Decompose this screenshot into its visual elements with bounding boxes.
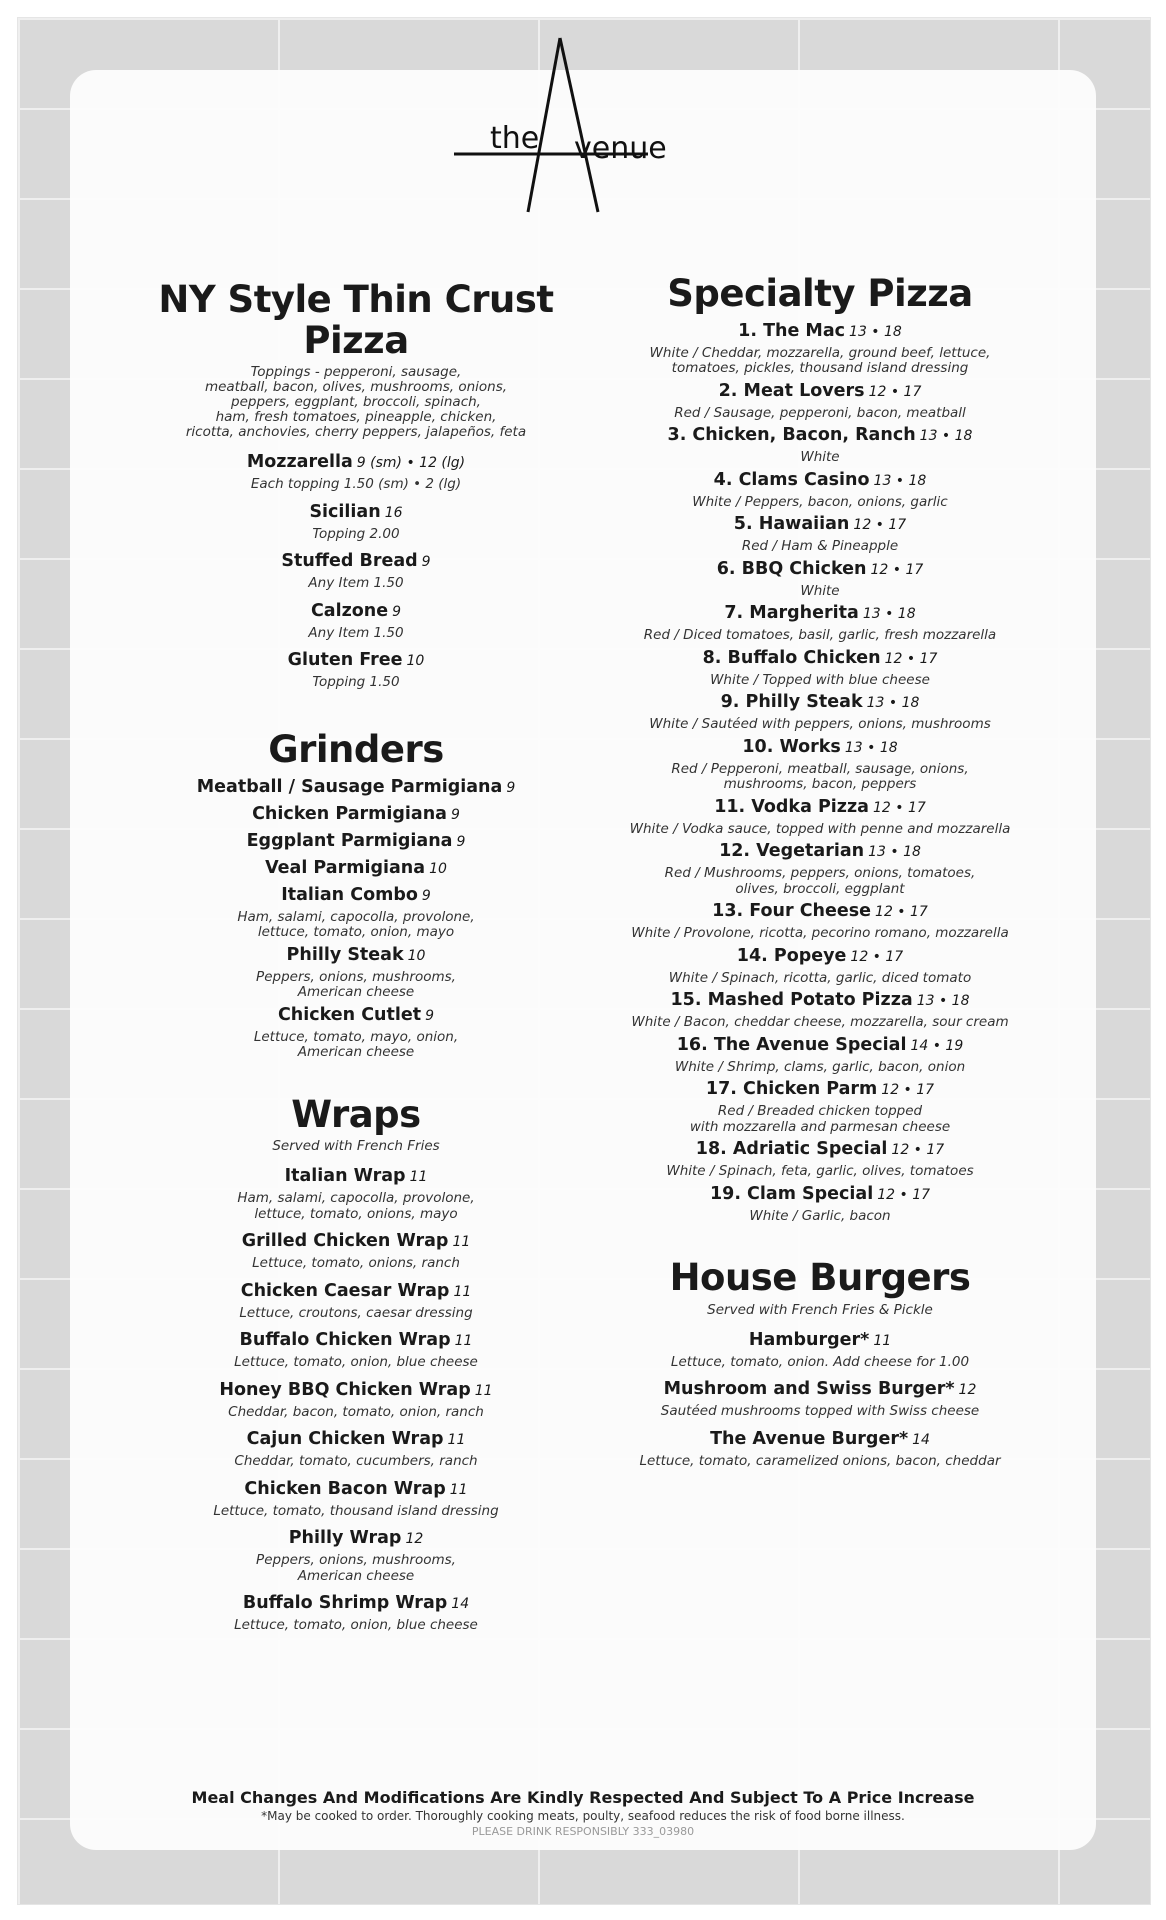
item-heading xyxy=(600,690,1040,715)
item-name: Stuffed Bread xyxy=(281,551,418,572)
item-name: The Avenue Burger* xyxy=(710,1428,909,1449)
menu-item xyxy=(600,1377,1040,1420)
item-heading xyxy=(112,1526,600,1551)
modification-notice: Meal Changes And Modifications Are Kindly Respected And Subject To A Price Increase xyxy=(191,1788,975,1807)
toppings-line: meatball, bacon, olives, mushrooms, onions, xyxy=(204,379,508,396)
menu-item xyxy=(112,1229,600,1272)
item-heading xyxy=(600,1077,1040,1102)
item-heading xyxy=(600,1033,1040,1058)
item-price: 9 xyxy=(450,806,460,823)
item-heading xyxy=(112,599,600,624)
section-title: House Burgers xyxy=(669,1256,971,1300)
item-description: Lettuce, tomato, onion, blue cheese xyxy=(234,1617,478,1634)
menu-item xyxy=(112,648,600,691)
item-heading xyxy=(600,557,1040,582)
item-description: American cheese xyxy=(297,1567,415,1584)
item-heading xyxy=(600,839,1040,864)
menu-item xyxy=(112,856,600,881)
item-description: White xyxy=(800,449,840,466)
item-description: Topping 2.00 xyxy=(312,525,400,542)
item-description: Red / Breaded chicken topped xyxy=(717,1103,923,1120)
item-price: 11 xyxy=(453,1283,472,1300)
menu-item xyxy=(600,795,1040,838)
item-price: 12 • 17 xyxy=(868,383,922,400)
item-name: Honey BBQ Chicken Wrap xyxy=(219,1379,471,1400)
item-price: 16 xyxy=(384,504,403,521)
item-description: Peppers, onions, mushrooms, xyxy=(256,968,456,985)
item-price: 12 • 17 xyxy=(853,517,907,534)
item-description: Lettuce, tomato, caramelized onions, bacon, cheddar xyxy=(639,1452,1001,1469)
section-title: Wraps xyxy=(291,1092,421,1136)
menu-item xyxy=(112,1279,600,1322)
item-name: 5. Hawaiian xyxy=(733,514,850,535)
item-heading xyxy=(600,379,1040,404)
wraps-items xyxy=(112,1164,600,1634)
menu-item xyxy=(600,1427,1040,1470)
item-name: 9. Philly Steak xyxy=(720,692,863,713)
item-heading xyxy=(600,735,1040,760)
item-price: 11 xyxy=(452,1234,471,1251)
item-name: 13. Four Cheese xyxy=(712,901,872,922)
menu-item xyxy=(112,549,600,592)
item-heading xyxy=(600,1182,1040,1207)
item-heading xyxy=(112,648,600,673)
menu-item xyxy=(112,775,600,800)
grinders-section xyxy=(112,727,600,1061)
item-price: 12 • 17 xyxy=(881,1082,935,1099)
item-description: Each topping 1.50 (sm) • 2 (lg) xyxy=(250,476,462,493)
toppings-line: ricotta, anchovies, cherry peppers, jalapeños, feta xyxy=(185,424,527,441)
item-description: White / Vodka sauce, topped with penne and mozzarella xyxy=(629,820,1011,837)
item-heading xyxy=(112,856,600,881)
item-description: Red / Ham & Pineapple xyxy=(741,538,899,555)
menu-item xyxy=(600,1137,1040,1180)
item-price: 13 • 18 xyxy=(844,739,898,756)
item-price: 12 xyxy=(958,1382,977,1399)
item-description: Red / Pepperoni, meatball, sausage, onions, xyxy=(671,760,969,777)
item-description: White / Spinach, ricotta, garlic, diced tomato xyxy=(668,969,972,986)
item-description: White / Bacon, cheddar cheese, mozzarella, sour cream xyxy=(631,1014,1009,1031)
item-price: 13 • 18 xyxy=(916,993,970,1010)
item-name: 14. Popeye xyxy=(736,945,847,966)
item-name: Mozzarella xyxy=(246,452,353,473)
menu-item xyxy=(600,899,1040,942)
item-name: 19. Clam Special xyxy=(709,1183,874,1204)
menu-item xyxy=(600,601,1040,644)
toppings-line: Toppings - pepperoni, sausage, xyxy=(250,364,462,381)
item-heading xyxy=(600,1377,1040,1402)
item-name: 8. Buffalo Chicken xyxy=(702,647,881,668)
item-name: Philly Steak xyxy=(286,944,404,965)
item-price: 12 • 17 xyxy=(877,1186,931,1203)
section-title: Grinders xyxy=(268,727,444,771)
item-name: Buffalo Chicken Wrap xyxy=(239,1330,451,1351)
item-price: 10 xyxy=(406,653,425,670)
item-heading xyxy=(600,512,1040,537)
item-name: Meatball / Sausage Parmigiana xyxy=(196,776,503,797)
item-name: Buffalo Shrimp Wrap xyxy=(242,1593,448,1614)
menu-item xyxy=(112,1003,600,1061)
menu-item xyxy=(112,943,600,1001)
item-name: 10. Works xyxy=(742,736,841,757)
menu-item xyxy=(600,319,1040,377)
item-description: tomatoes, pickles, thousand island dressing xyxy=(671,360,969,377)
item-description: Lettuce, tomato, onions, ranch xyxy=(252,1255,460,1272)
item-price: 12 • 17 xyxy=(891,1142,945,1159)
food-safety-disclaimer: *May be cooked to order. Thoroughly cooking meats, poulty, seafood reduces the risk of food borne illness. xyxy=(261,1809,905,1823)
toppings-line: ham, fresh tomatoes, pineapple, chicken, xyxy=(215,409,497,426)
item-description: White / Spinach, feta, garlic, olives, tomatoes xyxy=(666,1163,974,1180)
menu-item xyxy=(600,1077,1040,1135)
menu-item xyxy=(600,1182,1040,1225)
item-name: 15. Mashed Potato Pizza xyxy=(670,990,913,1011)
item-name: Italian Wrap xyxy=(284,1166,406,1187)
item-description: Lettuce, tomato, onion, blue cheese xyxy=(234,1354,478,1371)
menu-item xyxy=(112,883,600,941)
item-name: Hamburger* xyxy=(748,1329,870,1350)
ny-pizza-items xyxy=(112,450,600,691)
item-description: Cheddar, tomato, cucumbers, ranch xyxy=(234,1453,478,1470)
item-price: 13 • 18 xyxy=(862,606,916,623)
item-heading xyxy=(600,601,1040,626)
item-name: Chicken Parmigiana xyxy=(252,803,447,824)
item-heading xyxy=(112,450,600,475)
item-name: Gluten Free xyxy=(287,650,403,671)
section-title: Specialty Pizza xyxy=(667,272,973,315)
menu-item xyxy=(112,829,600,854)
toppings-list xyxy=(112,365,600,440)
brand-logo xyxy=(440,30,740,220)
item-description: Lettuce, croutons, caesar dressing xyxy=(239,1304,473,1321)
menu-item xyxy=(112,1328,600,1371)
burgers-section xyxy=(600,1258,1040,1469)
item-price: 10 xyxy=(407,947,426,964)
menu-item xyxy=(112,500,600,543)
item-description: Red / Diced tomatoes, basil, garlic, fresh mozzarella xyxy=(643,627,997,644)
item-description: White / Shrimp, clams, garlic, bacon, onion xyxy=(674,1058,966,1075)
item-name: 1. The Mac xyxy=(738,320,846,341)
menu-item xyxy=(112,599,600,642)
item-heading xyxy=(600,1137,1040,1162)
item-price: 12 • 17 xyxy=(884,650,938,667)
item-description: American cheese xyxy=(297,1044,415,1061)
item-price: 11 xyxy=(409,1169,428,1186)
menu-item xyxy=(112,450,600,493)
item-name: 3. Chicken, Bacon, Ranch xyxy=(667,425,916,446)
item-price: 9 xyxy=(421,554,431,571)
item-price: 12 • 17 xyxy=(850,948,904,965)
item-name: 16. The Avenue Special xyxy=(676,1034,907,1055)
item-heading xyxy=(112,1477,600,1502)
menu-footer xyxy=(70,1788,1096,1838)
item-description: with mozzarella and parmesan cheese xyxy=(689,1118,951,1135)
item-description: lettuce, tomato, onions, mayo xyxy=(254,1205,458,1222)
menu-item xyxy=(600,735,1040,793)
brand-suffix: venue xyxy=(574,131,667,166)
item-price: 9 xyxy=(506,779,516,796)
menu-item xyxy=(600,646,1040,689)
item-price: 12 • 17 xyxy=(870,561,924,578)
item-heading xyxy=(600,1427,1040,1452)
item-price: 13 • 18 xyxy=(849,323,902,340)
item-price: 13 • 18 xyxy=(873,472,927,489)
drink-notice: PLEASE DRINK RESPONSIBLY 333_03980 xyxy=(471,1825,695,1838)
section-subtitle: Served with French Fries & Pickle xyxy=(707,1301,933,1318)
logo-graphic xyxy=(440,30,740,220)
item-description: Ham, salami, capocolla, provolone, xyxy=(237,1190,475,1207)
item-price: 9 xyxy=(392,603,402,620)
item-description: Lettuce, tomato, mayo, onion, xyxy=(253,1028,459,1045)
menu-item xyxy=(600,944,1040,987)
menu-item xyxy=(600,423,1040,466)
wraps-section xyxy=(112,1092,600,1634)
item-description: White / Peppers, bacon, onions, garlic xyxy=(692,493,948,510)
item-price: 11 xyxy=(873,1332,892,1349)
item-price: 12 • 17 xyxy=(875,904,928,921)
item-name: Eggplant Parmigiana xyxy=(246,830,453,851)
item-price: 13 • 18 xyxy=(868,844,921,861)
left-column xyxy=(112,280,600,1641)
item-heading xyxy=(112,549,600,574)
item-price: 12 xyxy=(405,1531,424,1548)
burgers-items xyxy=(600,1328,1040,1470)
menu-item xyxy=(600,690,1040,733)
item-name: 7. Margherita xyxy=(724,603,859,624)
item-price: 13 • 18 xyxy=(866,695,920,712)
item-heading xyxy=(600,423,1040,448)
item-name: Chicken Bacon Wrap xyxy=(244,1478,446,1499)
item-name: 17. Chicken Parm xyxy=(705,1079,878,1100)
menu-item xyxy=(600,839,1040,897)
item-heading xyxy=(112,1591,600,1616)
item-price: 12 • 17 xyxy=(872,799,926,816)
item-name: Sicilian xyxy=(309,501,381,522)
item-heading xyxy=(112,883,600,908)
item-heading xyxy=(112,775,600,800)
item-description: Cheddar, bacon, tomato, onion, ranch xyxy=(228,1403,484,1420)
item-heading xyxy=(112,829,600,854)
brand-prefix: the xyxy=(490,121,540,156)
right-column xyxy=(600,274,1040,1476)
item-heading xyxy=(112,1229,600,1254)
item-description: mushrooms, bacon, peppers xyxy=(723,776,917,793)
item-description: American cheese xyxy=(297,984,415,1001)
item-price: 14 xyxy=(912,1431,930,1448)
menu-item xyxy=(112,1164,600,1222)
menu-item xyxy=(600,988,1040,1031)
item-description: Any Item 1.50 xyxy=(308,624,404,641)
item-price: 13 • 18 xyxy=(919,428,973,445)
item-name: Chicken Caesar Wrap xyxy=(240,1280,450,1301)
menu-item xyxy=(112,1477,600,1520)
item-name: 4. Clams Casino xyxy=(713,469,870,490)
item-price: 9 xyxy=(425,1007,435,1024)
section-subtitle: Served with French Fries xyxy=(272,1138,440,1155)
item-price: 9 (sm) • 12 (lg) xyxy=(356,455,466,472)
item-price: 9 xyxy=(456,833,466,850)
item-name: 12. Vegetarian xyxy=(719,841,865,862)
item-heading xyxy=(600,319,1040,344)
item-heading xyxy=(600,988,1040,1013)
menu-item xyxy=(112,1526,600,1584)
item-name: Cajun Chicken Wrap xyxy=(246,1429,444,1450)
item-heading xyxy=(112,802,600,827)
item-description: Ham, salami, capocolla, provolone, xyxy=(237,908,475,925)
menu-item xyxy=(112,1427,600,1470)
item-description: White / Garlic, bacon xyxy=(749,1207,891,1224)
item-description: White xyxy=(800,582,840,599)
menu-item xyxy=(600,1033,1040,1076)
item-name: 2. Meat Lovers xyxy=(718,380,865,401)
specialty-items xyxy=(600,319,1040,1225)
item-name: 11. Vodka Pizza xyxy=(714,796,869,817)
item-description: Red / Mushrooms, peppers, onions, tomatoes, xyxy=(664,865,976,882)
item-heading xyxy=(600,795,1040,820)
item-price: 11 xyxy=(447,1432,466,1449)
item-price: 11 xyxy=(454,1333,473,1350)
item-price: 11 xyxy=(474,1382,493,1399)
item-description: Any Item 1.50 xyxy=(308,575,404,592)
specialty-pizza-section xyxy=(600,274,1040,1224)
item-description: Peppers, onions, mushrooms, xyxy=(256,1552,456,1569)
menu-item xyxy=(600,1328,1040,1371)
item-description: Topping 1.50 xyxy=(312,674,400,691)
item-description: White / Sautéed with peppers, onions, mushrooms xyxy=(649,716,991,733)
item-description: olives, broccoli, eggplant xyxy=(735,880,905,897)
item-name: Grilled Chicken Wrap xyxy=(241,1231,449,1252)
menu-item xyxy=(112,802,600,827)
toppings-line: peppers, eggplant, broccoli, spinach, xyxy=(231,394,481,411)
menu-item xyxy=(600,512,1040,555)
menu-item xyxy=(112,1591,600,1634)
item-description: Sautéed mushrooms topped with Swiss cheese xyxy=(660,1403,980,1420)
item-name: Philly Wrap xyxy=(288,1528,402,1549)
item-description: lettuce, tomato, onion, mayo xyxy=(257,924,455,941)
item-heading xyxy=(112,1328,600,1353)
item-name: Veal Parmigiana xyxy=(265,857,426,878)
menu-item xyxy=(600,557,1040,600)
item-price: 11 xyxy=(449,1481,468,1498)
item-name: Mushroom and Swiss Burger* xyxy=(663,1379,955,1400)
menu-item xyxy=(600,468,1040,511)
item-description: Red / Sausage, pepperoni, bacon, meatball xyxy=(674,404,966,421)
item-description: White / Topped with blue cheese xyxy=(710,671,930,688)
item-price: 14 xyxy=(451,1596,470,1613)
item-name: Italian Combo xyxy=(281,884,418,905)
item-heading xyxy=(600,646,1040,671)
item-heading xyxy=(112,1427,600,1452)
item-heading xyxy=(112,1003,600,1028)
item-description: Lettuce, tomato, thousand island dressing xyxy=(213,1502,499,1519)
item-name: 18. Adriatic Special xyxy=(695,1139,888,1160)
item-heading xyxy=(112,1164,600,1189)
item-heading xyxy=(600,468,1040,493)
item-heading xyxy=(112,1378,600,1403)
item-name: Chicken Cutlet xyxy=(277,1004,422,1025)
item-heading xyxy=(600,944,1040,969)
item-name: 6. BBQ Chicken xyxy=(716,558,867,579)
item-heading xyxy=(600,1328,1040,1353)
menu-item xyxy=(112,1378,600,1421)
item-name: Calzone xyxy=(310,600,389,621)
section-title: NY Style Thin Crust Pizza xyxy=(158,278,554,362)
item-heading xyxy=(112,1279,600,1304)
item-heading xyxy=(112,500,600,525)
item-heading xyxy=(600,899,1040,924)
item-description: Lettuce, tomato, onion. Add cheese for 1.00 xyxy=(670,1353,970,1370)
menu-item xyxy=(600,379,1040,422)
grinders-items xyxy=(112,775,600,1061)
item-description: White / Provolone, ricotta, pecorino romano, mozzarella xyxy=(631,925,1009,942)
ny-pizza-section xyxy=(112,280,600,691)
item-price: 14 • 19 xyxy=(910,1037,964,1054)
item-price: 9 xyxy=(421,887,431,904)
item-heading xyxy=(112,943,600,968)
item-description: White / Cheddar, mozzarella, ground beef, lettuce, xyxy=(649,344,991,361)
item-price: 10 xyxy=(429,860,447,877)
